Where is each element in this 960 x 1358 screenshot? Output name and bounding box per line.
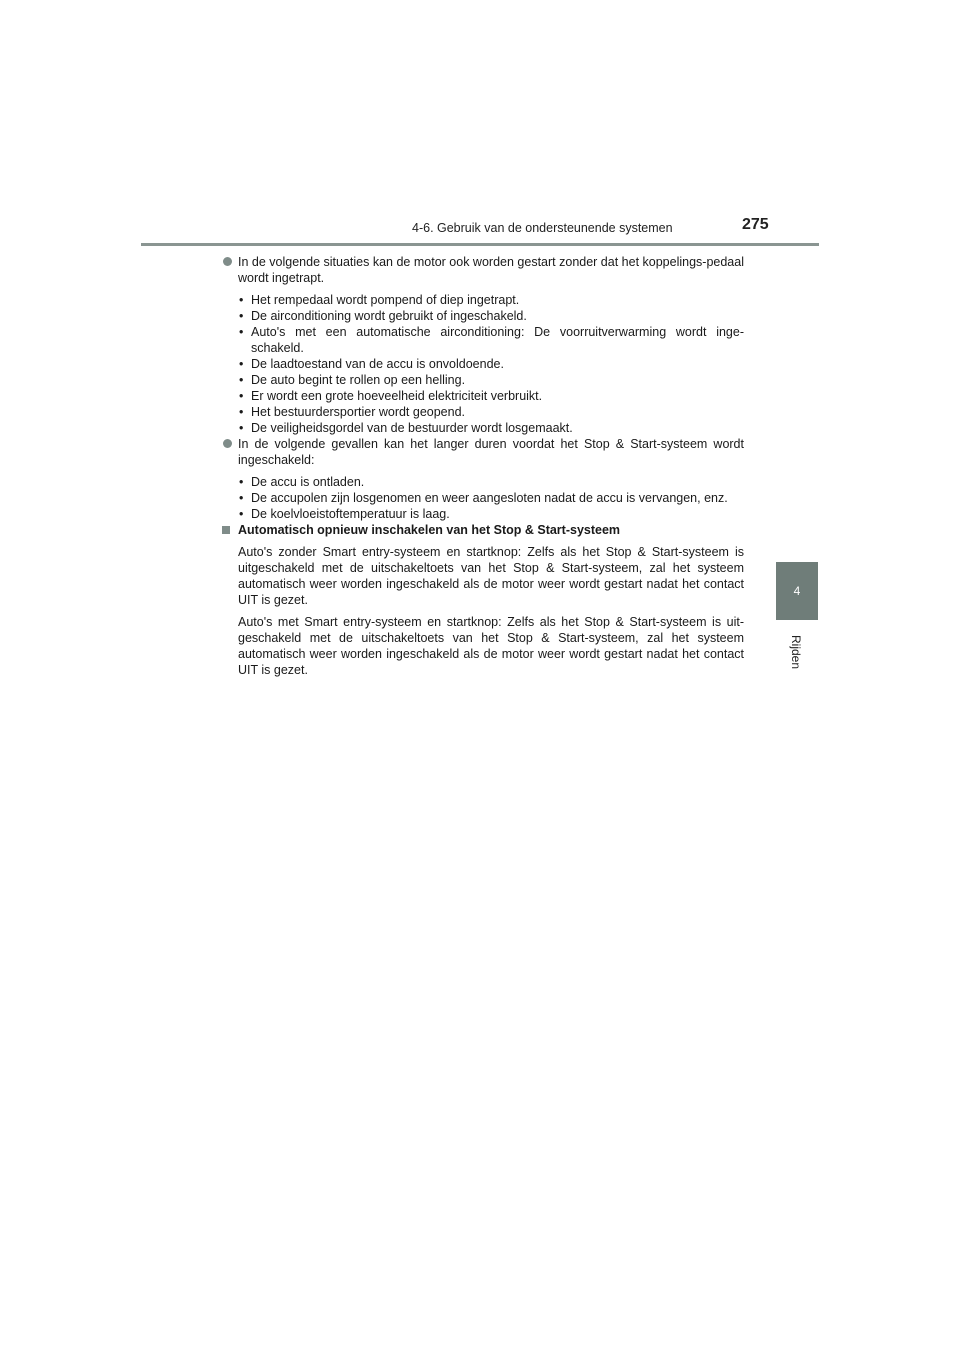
- dot-icon: •: [239, 491, 244, 505]
- list-item: • De airconditioning wordt gebruikt of ingeschakeld.: [239, 309, 527, 323]
- list-item: • De accu is ontladen.: [239, 475, 365, 489]
- bullet-item: [222, 436, 744, 468]
- list-item: • De accupolen zijn losgenomen en weer aangesloten nadat de accu is vervangen, enz.: [239, 491, 728, 505]
- list-item: • Het bestuurdersportier wordt geopend.: [239, 405, 466, 419]
- paragraph: Auto's zonder Smart entry-systeem en startknop: Zelfs als het Stop & Start-systeem is uitgeschakeld met de uitschakeltoets van het Stop & Start-systeem, zal het systeem automatisch weer worden ingeschakeld als de motor weer wordt gestart nadat het contact UIT is gezet.: [238, 545, 744, 607]
- dot-icon: •: [239, 389, 244, 403]
- list-item: • Het rempedaal wordt pompend of diep ingetrapt.: [239, 293, 520, 307]
- bullet-item: [222, 254, 744, 286]
- page-content: [222, 254, 744, 678]
- list-item: • De koelvloeistoftemperatuur is laag.: [239, 507, 450, 521]
- circle-bullet-icon: [223, 439, 232, 448]
- list-item: • Auto's met een automatische airconditioning: De voorruitverwarming wordt inge-schakeld.: [239, 325, 744, 355]
- bullet-text: In de volgende gevallen kan het langer duren voordat het Stop & Start-systeem wordt ingeschakeld:: [238, 437, 744, 467]
- header-rule: [141, 243, 819, 246]
- section: [233, 522, 744, 678]
- list-item: • De auto begint te rollen op een helling.: [239, 373, 466, 387]
- dot-icon: •: [239, 475, 244, 489]
- header-section-title: 4-6. Gebruik van de ondersteunende systemen: [412, 221, 673, 235]
- circle-bullet-icon: [223, 257, 232, 266]
- dot-icon: •: [239, 507, 244, 521]
- dot-icon: •: [239, 309, 244, 323]
- dot-icon: •: [239, 293, 244, 307]
- chapter-tab: [776, 562, 818, 620]
- list-item: • De veiligheidsgordel van de bestuurder wordt losgemaakt.: [239, 421, 573, 435]
- paragraph: Auto's met Smart entry-systeem en startknop: Zelfs als het Stop & Start-systeem is uit-geschakeld met de uitschakeltoets van het Stop & Start-systeem, zal het systeem automatisch weer worden ingeschakeld als de motor weer wordt gestart nadat het contact UIT is gezet.: [238, 615, 744, 677]
- dot-icon: •: [239, 325, 244, 339]
- list-item: • Er wordt een grote hoeveelheid elektriciteit verbruikt.: [239, 389, 543, 403]
- sub-list: [222, 292, 744, 436]
- dot-icon: •: [239, 357, 244, 371]
- sub-list: [222, 474, 744, 522]
- chapter-label-wrap: [781, 632, 811, 672]
- dot-icon: •: [239, 421, 244, 435]
- page-number: 275: [742, 216, 769, 233]
- square-bullet-icon: [222, 526, 230, 534]
- chapter-label: Rijden: [789, 634, 803, 670]
- bullet-text: In de volgende situaties kan de motor ook worden gestart zonder dat het koppelings-pedaal wordt ingetrapt.: [238, 255, 744, 285]
- dot-icon: •: [239, 405, 244, 419]
- chapter-number: 4: [793, 584, 801, 598]
- dot-icon: •: [239, 373, 244, 387]
- section-heading: Automatisch opnieuw inschakelen van het Stop & Start-systeem: [233, 522, 744, 538]
- list-item: • De laadtoestand van de accu is onvoldoende.: [239, 357, 504, 371]
